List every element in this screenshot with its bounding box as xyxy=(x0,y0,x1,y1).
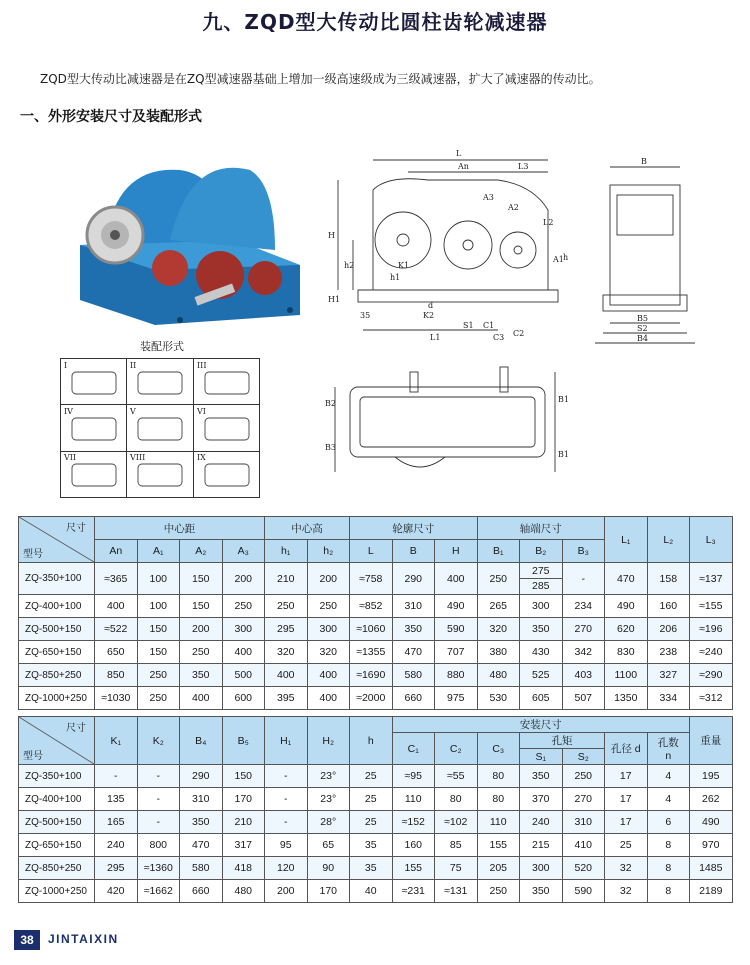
table-cell: 350 xyxy=(180,811,223,834)
table-cell: 65 xyxy=(307,834,350,857)
table-cell: 250 xyxy=(180,641,223,664)
table-cell: 80 xyxy=(477,765,520,788)
table-cell: 100 xyxy=(137,595,180,618)
table-cell: 800 xyxy=(137,834,180,857)
dim-label: S1 xyxy=(463,321,474,330)
table-cell: ≈522 xyxy=(95,618,138,641)
table-cell: 35 xyxy=(350,834,393,857)
dim-label: L xyxy=(456,149,462,158)
table-cell: 250 xyxy=(137,664,180,687)
table-cell: 290 xyxy=(180,765,223,788)
table-cell: ≈240 xyxy=(690,641,733,664)
table-cell: 234 xyxy=(562,595,605,618)
table-cell: ≈1690 xyxy=(350,664,393,687)
table-cell: 975 xyxy=(435,687,478,710)
table-cell: 200 xyxy=(265,880,308,903)
reducer-photo xyxy=(60,140,320,330)
table-cell: 410 xyxy=(562,834,605,857)
table-cell: 507 xyxy=(562,687,605,710)
table-cell: 158 xyxy=(647,563,690,595)
table-cell: ≈102 xyxy=(435,811,478,834)
table-row xyxy=(19,563,733,595)
table-cell: 250 xyxy=(307,595,350,618)
table-cell: 400 xyxy=(95,595,138,618)
table-cell: 880 xyxy=(435,664,478,687)
table-corner: 尺寸 型号 xyxy=(19,717,95,765)
assembly-label: V xyxy=(130,407,136,416)
table-cell: 350 xyxy=(520,765,563,788)
model-cell: ZQ-650+150 xyxy=(19,834,95,857)
table-cell: 470 xyxy=(605,563,648,595)
dim-label: B1 xyxy=(558,395,569,404)
dim-label: B1 xyxy=(558,450,569,459)
dim-label: H xyxy=(328,231,335,240)
table-cell: 160 xyxy=(647,595,690,618)
table-cell: 600 xyxy=(222,687,265,710)
table-cell: 320 xyxy=(477,618,520,641)
table-cell: 240 xyxy=(520,811,563,834)
table-cell: ≈1360 xyxy=(137,857,180,880)
table-cell: 206 xyxy=(647,618,690,641)
table-cell: 150 xyxy=(137,618,180,641)
table-cell: ≈131 xyxy=(435,880,478,903)
table-cell: 620 xyxy=(605,618,648,641)
table-cell: 95 xyxy=(265,834,308,857)
table-cell: 32 xyxy=(605,857,648,880)
table-cell: ≈1355 xyxy=(350,641,393,664)
column-header: H₂ xyxy=(307,717,350,765)
dim-label: A2 xyxy=(508,203,519,212)
column-header: A₁ xyxy=(137,540,180,563)
table-cell: 80 xyxy=(435,788,478,811)
table-cell: 8 xyxy=(647,880,690,903)
dim-label: h2 xyxy=(344,261,355,270)
table-cell: 250 xyxy=(222,595,265,618)
column-header: L₃ xyxy=(690,517,733,563)
table-cell: 300 xyxy=(520,595,563,618)
table-cell: 25 xyxy=(605,834,648,857)
table-cell: 334 xyxy=(647,687,690,710)
table-cell: 660 xyxy=(392,687,435,710)
dim-label: H1 xyxy=(328,295,341,304)
table-cell: 295 xyxy=(95,857,138,880)
group-header: 安装尺寸 xyxy=(392,717,690,733)
table-cell: 17 xyxy=(605,788,648,811)
table-cell: 35 xyxy=(350,857,393,880)
table-row xyxy=(19,765,733,788)
column-header: B₃ xyxy=(562,540,605,563)
dim-label: B5 xyxy=(637,314,648,323)
model-cell: ZQ-500+150 xyxy=(19,811,95,834)
table-cell: 25 xyxy=(350,788,393,811)
table-cell: 23° xyxy=(307,788,350,811)
table-cell: 150 xyxy=(222,765,265,788)
table-cell: 250 xyxy=(562,765,605,788)
column-header: K₂ xyxy=(137,717,180,765)
table-cell: ≈365 xyxy=(95,563,138,595)
dim-label: C1 xyxy=(483,321,495,330)
dim-label: C2 xyxy=(513,329,525,338)
table-cell-upper: 275 xyxy=(520,564,562,579)
column-header: C₃ xyxy=(477,733,520,765)
dim-label: An xyxy=(458,162,469,171)
table-row xyxy=(19,788,733,811)
column-header: A₂ xyxy=(180,540,223,563)
table-cell: 970 xyxy=(690,834,733,857)
table-cell: 110 xyxy=(477,811,520,834)
column-header: L₂ xyxy=(647,517,690,563)
dim-label: A1 xyxy=(553,255,564,264)
column-header: 孔数 n xyxy=(647,733,690,765)
table-cell: 525 xyxy=(520,664,563,687)
table-cell: 707 xyxy=(435,641,478,664)
table-cell: 380 xyxy=(477,641,520,664)
dim-label: B3 xyxy=(325,443,336,452)
column-header: An xyxy=(95,540,138,563)
table-cell: 590 xyxy=(562,880,605,903)
table-cell: 320 xyxy=(265,641,308,664)
group-header: 轮廓尺寸 xyxy=(350,517,478,540)
table-cell: 85 xyxy=(435,834,478,857)
dim-label: L3 xyxy=(518,162,529,171)
table-cell: 1100 xyxy=(605,664,648,687)
group-header: 中心距 xyxy=(95,517,265,540)
table-cell: ≈758 xyxy=(350,563,393,595)
table-cell: 1485 xyxy=(690,857,733,880)
table-cell: 4 xyxy=(647,765,690,788)
table-cell: 370 xyxy=(520,788,563,811)
table-cell: 480 xyxy=(477,664,520,687)
assembly-label: VIII xyxy=(130,453,146,462)
table-cell: 25 xyxy=(350,765,393,788)
table-cell: 25 xyxy=(350,811,393,834)
table-cell: 200 xyxy=(307,563,350,595)
table-cell: 150 xyxy=(180,595,223,618)
table-cell: 300 xyxy=(307,618,350,641)
table-cell: 40 xyxy=(350,880,393,903)
page-number: 38 xyxy=(14,930,40,950)
model-cell: ZQ-850+250 xyxy=(19,857,95,880)
table-cell xyxy=(520,563,563,595)
table-cell: 110 xyxy=(392,788,435,811)
table-cell: 470 xyxy=(392,641,435,664)
column-header: H xyxy=(435,540,478,563)
table-cell: ≈290 xyxy=(690,664,733,687)
column-header: C₁ xyxy=(392,733,435,765)
table-cell: 23° xyxy=(307,765,350,788)
column-header: H₁ xyxy=(265,717,308,765)
table-cell: 150 xyxy=(137,641,180,664)
table-cell: 500 xyxy=(222,664,265,687)
table-cell: 2189 xyxy=(690,880,733,903)
table-row xyxy=(19,811,733,834)
group-header: 孔矩 xyxy=(520,733,605,749)
table-cell: 270 xyxy=(562,618,605,641)
table-cell: 210 xyxy=(265,563,308,595)
table-row xyxy=(19,641,733,664)
table-cell: 210 xyxy=(222,811,265,834)
table-cell: 8 xyxy=(647,857,690,880)
column-header: B₄ xyxy=(180,717,223,765)
assembly-label: I xyxy=(64,361,68,370)
table-cell: 17 xyxy=(605,811,648,834)
table-cell: 420 xyxy=(95,880,138,903)
table-cell: ≈55 xyxy=(435,765,478,788)
column-header: A₃ xyxy=(222,540,265,563)
table-cell: 238 xyxy=(647,641,690,664)
table-cell: 310 xyxy=(180,788,223,811)
model-cell: ZQ-1000+250 xyxy=(19,880,95,903)
top-view-drawing xyxy=(320,362,570,487)
table-cell: 395 xyxy=(265,687,308,710)
table-cell: ≈137 xyxy=(690,563,733,595)
section-heading: 一、外形安装尺寸及装配形式 xyxy=(20,109,202,125)
dim-label: C3 xyxy=(493,333,505,342)
table-cell: 580 xyxy=(392,664,435,687)
dim-label: h1 xyxy=(390,273,401,282)
model-cell: ZQ-350+100 xyxy=(19,765,95,788)
table-cell-lower: 285 xyxy=(532,579,550,592)
assembly-label: VII xyxy=(64,453,77,462)
table-cell: 470 xyxy=(180,834,223,857)
assembly-label: IX xyxy=(197,453,206,462)
table-cell: 250 xyxy=(477,880,520,903)
table-cell: ≈196 xyxy=(690,618,733,641)
dim-label: B xyxy=(641,157,647,166)
table-cell: 200 xyxy=(180,618,223,641)
table-cell: ≈95 xyxy=(392,765,435,788)
table-cell: 430 xyxy=(520,641,563,664)
table-cell: - xyxy=(265,788,308,811)
table-cell: ≈1662 xyxy=(137,880,180,903)
table-cell: 590 xyxy=(435,618,478,641)
table-cell: 28° xyxy=(307,811,350,834)
table-cell: 480 xyxy=(222,880,265,903)
model-cell: ZQ-350+100 xyxy=(19,563,95,595)
dim-label: d xyxy=(428,301,434,310)
column-header: 重量 xyxy=(690,717,733,765)
table-cell: 290 xyxy=(392,563,435,595)
table-row xyxy=(19,687,733,710)
table-cell: 403 xyxy=(562,664,605,687)
dim-label: K1 xyxy=(398,261,410,270)
table-row xyxy=(19,834,733,857)
table-cell: 320 xyxy=(307,641,350,664)
table-row xyxy=(19,595,733,618)
table-cell: 215 xyxy=(520,834,563,857)
group-header: 中心高 xyxy=(265,517,350,540)
brand-name: JINTAIXIN xyxy=(48,932,119,946)
table-cell: 350 xyxy=(180,664,223,687)
table-cell: ≈2000 xyxy=(350,687,393,710)
table-cell: 530 xyxy=(477,687,520,710)
table-cell: 100 xyxy=(137,563,180,595)
column-header: C₂ xyxy=(435,733,478,765)
dim-label: L1 xyxy=(430,333,441,342)
column-header: S₂ xyxy=(562,749,605,765)
model-cell: ZQ-500+150 xyxy=(19,618,95,641)
table-cell: - xyxy=(95,765,138,788)
column-header: B₁ xyxy=(477,540,520,563)
table-cell: 240 xyxy=(95,834,138,857)
page-title: 九、ZQD型大传动比圆柱齿轮减速器 xyxy=(202,10,548,34)
table-cell: ≈312 xyxy=(690,687,733,710)
table-row xyxy=(19,618,733,641)
table-cell: 155 xyxy=(392,857,435,880)
table-cell: 1350 xyxy=(605,687,648,710)
table-cell: ≈231 xyxy=(392,880,435,903)
table-cell: 300 xyxy=(520,857,563,880)
column-header: L xyxy=(350,540,393,563)
front-view-drawing xyxy=(318,140,588,350)
table-cell: 165 xyxy=(95,811,138,834)
table-cell: 850 xyxy=(95,664,138,687)
table-cell: 400 xyxy=(265,664,308,687)
table-cell: 195 xyxy=(690,765,733,788)
table-cell: 317 xyxy=(222,834,265,857)
table-cell: ≈152 xyxy=(392,811,435,834)
assembly-label: III xyxy=(197,361,207,370)
table-cell: 135 xyxy=(95,788,138,811)
table-cell: 418 xyxy=(222,857,265,880)
table-corner: 尺寸 型号 xyxy=(19,517,95,563)
spec-table-2 xyxy=(18,716,733,903)
table-row xyxy=(19,857,733,880)
group-header: 轴端尺寸 xyxy=(477,517,605,540)
table-cell: 75 xyxy=(435,857,478,880)
model-cell: ZQ-400+100 xyxy=(19,788,95,811)
table-cell: 205 xyxy=(477,857,520,880)
table-row xyxy=(19,664,733,687)
table-cell: 250 xyxy=(477,563,520,595)
table-cell: 660 xyxy=(180,880,223,903)
model-cell: ZQ-650+150 xyxy=(19,641,95,664)
column-header: 孔径 d xyxy=(605,733,648,765)
table-cell: ≈1030 xyxy=(95,687,138,710)
table-cell: 200 xyxy=(222,563,265,595)
table-cell: 262 xyxy=(690,788,733,811)
table-cell: - xyxy=(137,765,180,788)
table-cell: 150 xyxy=(180,563,223,595)
table-cell: 270 xyxy=(562,788,605,811)
assembly-label: VI xyxy=(197,407,206,416)
table-cell: 327 xyxy=(647,664,690,687)
table-cell: 250 xyxy=(265,595,308,618)
table-cell: ≈1060 xyxy=(350,618,393,641)
dim-label: 35 xyxy=(360,311,371,320)
table-cell: 6 xyxy=(647,811,690,834)
table-cell: - xyxy=(265,811,308,834)
dim-label: B4 xyxy=(637,334,648,343)
table-cell: 350 xyxy=(520,618,563,641)
model-cell: ZQ-400+100 xyxy=(19,595,95,618)
table-cell: 17 xyxy=(605,765,648,788)
table-cell: 32 xyxy=(605,880,648,903)
column-header: h₁ xyxy=(265,540,308,563)
dim-label: S2 xyxy=(637,324,648,333)
dim-label: K2 xyxy=(423,311,435,320)
table-cell: - xyxy=(137,788,180,811)
table-cell: 170 xyxy=(222,788,265,811)
table-cell: 90 xyxy=(307,857,350,880)
dim-label: A3 xyxy=(483,193,494,202)
table-cell: 310 xyxy=(562,811,605,834)
table-cell: 490 xyxy=(435,595,478,618)
column-header: h₂ xyxy=(307,540,350,563)
table-cell: 400 xyxy=(180,687,223,710)
table-cell: 520 xyxy=(562,857,605,880)
assembly-caption: 装配形式 xyxy=(140,340,184,353)
intro-text: ZQD型大传动比减速器是在ZQ型减速器基础上增加一级高速级成为三级减速器，扩大了减速器的传动比。 xyxy=(40,72,601,86)
table-cell: 490 xyxy=(605,595,648,618)
table-cell: 400 xyxy=(307,687,350,710)
column-header: B xyxy=(392,540,435,563)
table-cell: 300 xyxy=(222,618,265,641)
column-header: S₁ xyxy=(520,749,563,765)
table-cell: - xyxy=(562,563,605,595)
assembly-label: II xyxy=(130,361,137,370)
table-cell: 160 xyxy=(392,834,435,857)
table-cell: 310 xyxy=(392,595,435,618)
assembly-forms-grid xyxy=(60,358,260,498)
column-header: h xyxy=(350,717,393,765)
table-cell: 490 xyxy=(690,811,733,834)
assembly-label: IV xyxy=(64,407,73,416)
table-cell: 8 xyxy=(647,834,690,857)
table-cell: 400 xyxy=(222,641,265,664)
table-cell: 350 xyxy=(520,880,563,903)
column-header: B₂ xyxy=(520,540,563,563)
dim-label: B2 xyxy=(325,399,336,408)
spec-table-1 xyxy=(18,516,733,710)
dim-label: L2 xyxy=(543,218,554,227)
table-cell: 342 xyxy=(562,641,605,664)
table-cell: 650 xyxy=(95,641,138,664)
column-header: B₅ xyxy=(222,717,265,765)
table-cell: 155 xyxy=(477,834,520,857)
dim-label: h xyxy=(563,253,569,262)
table-cell: 250 xyxy=(137,687,180,710)
table-row xyxy=(19,880,733,903)
table-cell: 400 xyxy=(435,563,478,595)
table-cell: 120 xyxy=(265,857,308,880)
table-cell: ≈155 xyxy=(690,595,733,618)
table-cell: 350 xyxy=(392,618,435,641)
table-cell: 80 xyxy=(477,788,520,811)
table-cell: 580 xyxy=(180,857,223,880)
table-cell: 400 xyxy=(307,664,350,687)
table-cell: 170 xyxy=(307,880,350,903)
table-cell: - xyxy=(265,765,308,788)
table-cell: 830 xyxy=(605,641,648,664)
table-cell: ≈852 xyxy=(350,595,393,618)
column-header: L₁ xyxy=(605,517,648,563)
table-cell: 265 xyxy=(477,595,520,618)
model-cell: ZQ-1000+250 xyxy=(19,687,95,710)
column-header: K₁ xyxy=(95,717,138,765)
page-footer xyxy=(0,930,750,954)
side-view-drawing xyxy=(595,155,695,350)
table-cell: 605 xyxy=(520,687,563,710)
table-cell: 4 xyxy=(647,788,690,811)
model-cell: ZQ-850+250 xyxy=(19,664,95,687)
table-cell: - xyxy=(137,811,180,834)
table-cell: 295 xyxy=(265,618,308,641)
